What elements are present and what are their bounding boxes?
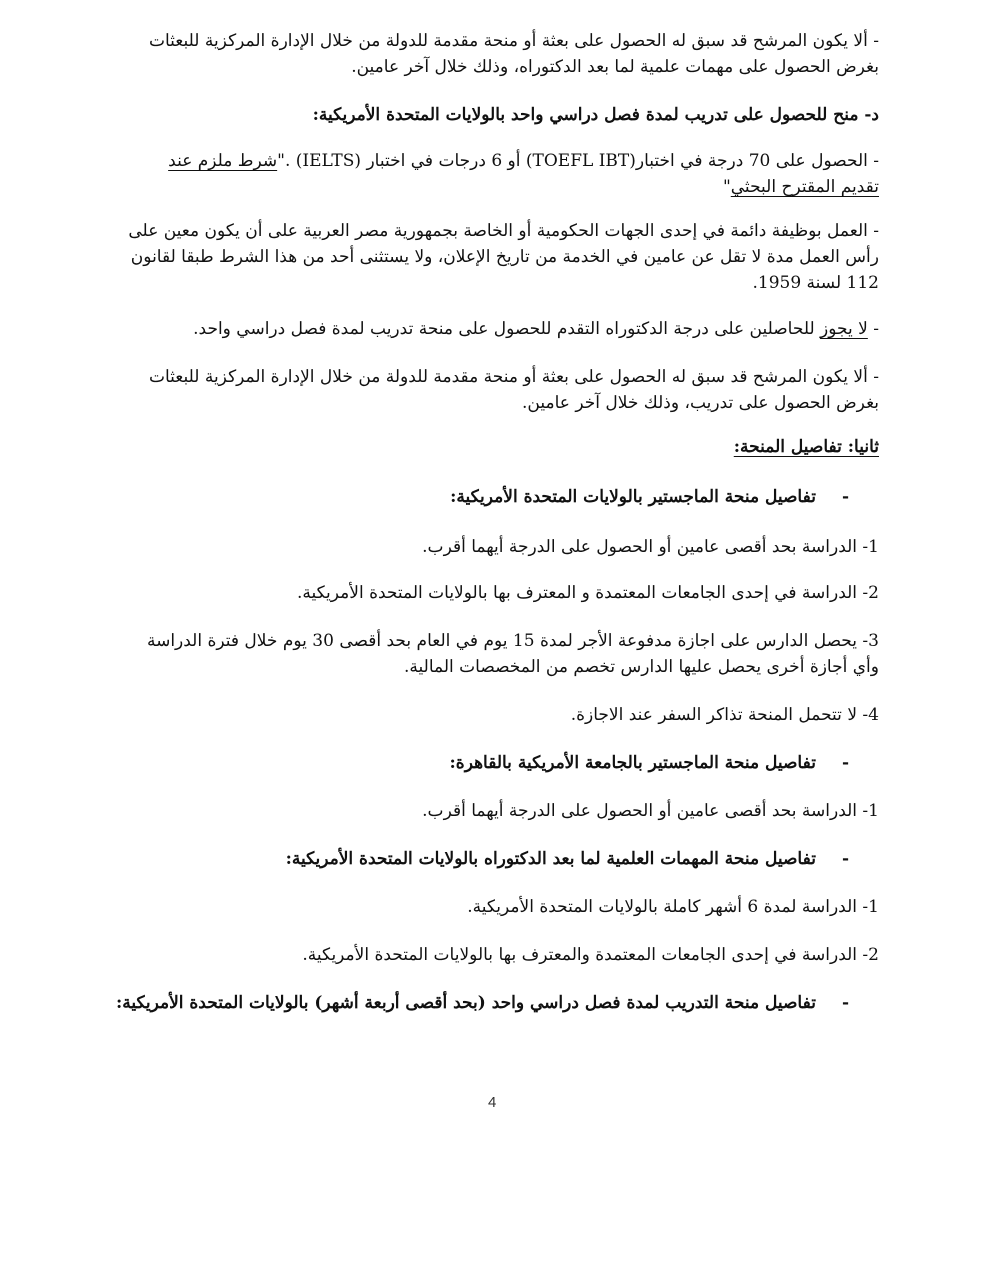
subsection-title: تفاصيل منحة الماجستير بالولايات المتحدة الأمريكية: (450, 487, 816, 507)
list-item: 1- الدراسة بحد أقصى عامين أو الحصول على الدرجة أيهما أقرب. (422, 801, 879, 821)
list-item: 4- لا تتحمل المنحة تذاكر السفر عند الاجازة. (570, 705, 879, 725)
requirement-text: - الحصول على 70 درجة في اختبار(TOEFL IBT) أو 6 درجات في اختبار (IELTS) ." (277, 151, 879, 171)
list-item: 2- الدراسة في إحدى الجامعات المعتمدة و المعترف بها بالولايات المتحدة الأمريكية. (297, 583, 879, 603)
paragraph-line: بغرض الحصول على تدريب، وذلك خلال آخر عامين. (522, 393, 879, 413)
bullet: - (841, 753, 849, 773)
subsection-heading (116, 990, 849, 1016)
paragraph-line: رأس العمل مدة لا تقل عن عامين في الخدمة من تاريخ الإعلان، ولا يستثنى أحد من هذا الشرط طبقا لقانون (130, 247, 879, 267)
paragraph-line (723, 174, 879, 200)
page-number: 4 (488, 1094, 497, 1111)
subsection-heading (450, 484, 849, 510)
mandatory-condition-text: شرط ملزم عند (168, 151, 278, 171)
section-heading: د- منح للحصول على تدريب لمدة فصل دراسي واحد بالولايات المتحدة الأمريكية: (312, 105, 879, 125)
paragraph-line (193, 316, 879, 342)
paragraph-line (168, 148, 879, 174)
bullet: - (841, 993, 849, 1013)
paragraph-line: 112 لسنة 1959. (752, 273, 879, 293)
paragraph-line: - العمل بوظيفة دائمة في إحدى الجهات الحكومية أو الخاصة بجمهورية مصر العربية على أن يكون معين على (128, 221, 879, 241)
bullet: - (841, 487, 849, 507)
bullet: - (841, 849, 849, 869)
subsection-title: تفاصيل منحة المهمات العلمية لما بعد الدكتوراه بالولايات المتحدة الأمريكية: (285, 849, 816, 869)
subsection-heading (286, 846, 849, 872)
list-item: 2- الدراسة في إحدى الجامعات المعتمدة والمعترف بها بالولايات المتحدة الأمريكية. (302, 945, 879, 965)
subsection-heading (450, 750, 849, 776)
paragraph-line: - ألا يكون المرشح قد سبق له الحصول على بعثة أو منحة مقدمة للدولة من خلال الإدارة المركزية للبعثات (148, 367, 879, 387)
prohibition-text: لا يجوز (820, 319, 868, 339)
subsection-title: تفاصيل منحة الماجستير بالجامعة الأمريكية بالقاهرة: (449, 753, 816, 773)
list-item: 1- الدراسة لمدة 6 أشهر كاملة بالولايات المتحدة الأمريكية. (467, 897, 879, 917)
paragraph-line: - ألا يكون المرشح قد سبق له الحصول على بعثة أو منحة مقدمة للدولة من خلال الإدارة المركزية للبعثات (148, 31, 879, 51)
list-item: وأي أجازة أخرى يحصل عليها الدارس تخصم من المخصصات المالية. (404, 657, 879, 677)
paragraph-line: بغرض الحصول على مهمات علمية لما بعد الدكتوراه، وذلك خلال آخر عامين. (351, 57, 879, 77)
mandatory-condition-text: تقديم المقترح البحثي (730, 177, 879, 197)
requirement-text: للحاصلين على درجة الدكتوراه التقدم للحصول على منحة تدريب لمدة فصل دراسي واحد. (193, 319, 821, 339)
subsection-title: تفاصيل منحة التدريب لمدة فصل دراسي واحد (بحد أقصى أربعة أشهر) بالولايات المتحدة الأمريكية: (115, 993, 816, 1013)
quote-mark: " (722, 177, 731, 197)
list-item: 3- يحصل الدارس على اجازة مدفوعة الأجر لمدة 15 يوم في العام بحد أقصى 30 يوم خلال فترة الدراسة (146, 631, 879, 651)
list-item: 1- الدراسة بحد أقصى عامين أو الحصول على الدرجة أيهما أقرب. (422, 537, 879, 557)
section-heading: ثانيا: تفاصيل المنحة: (733, 437, 879, 457)
dash: - (867, 319, 879, 339)
